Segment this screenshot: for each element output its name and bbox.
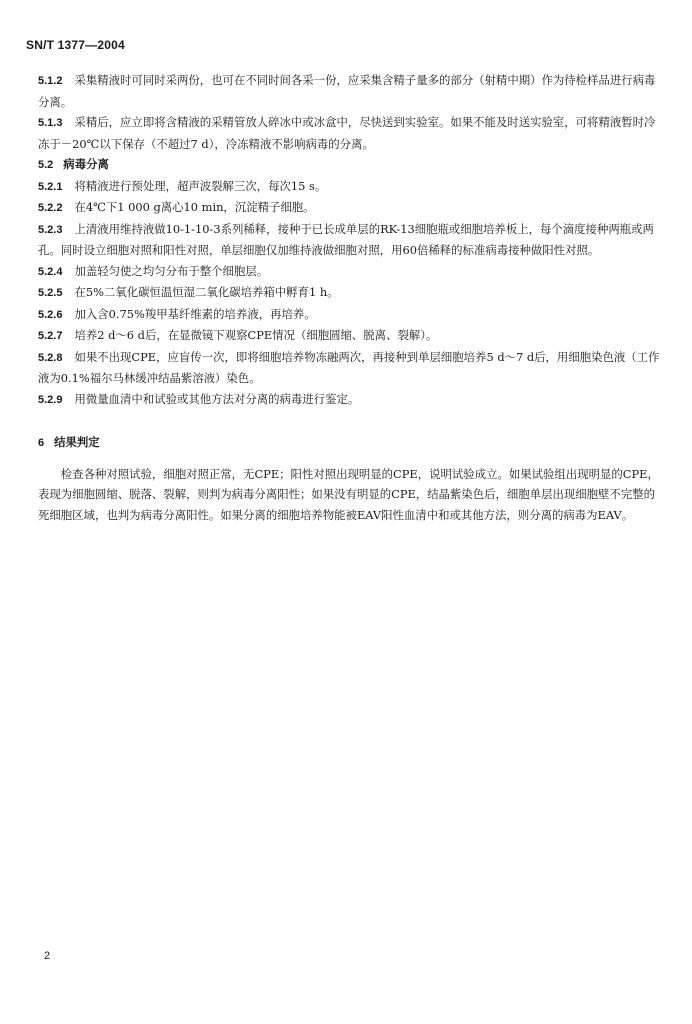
clause-number: 5.2.8 bbox=[38, 351, 63, 364]
clause-number: 5.2.3 bbox=[38, 223, 63, 236]
clause-number: 5.2.4 bbox=[38, 265, 63, 278]
clause-number: 5.2.6 bbox=[38, 308, 63, 321]
clause-text: 在4℃下1 000 g离心10 min，沉淀精子细胞。 bbox=[74, 200, 315, 214]
page-number: 2 bbox=[44, 950, 51, 962]
clause-5-2-6 bbox=[38, 304, 666, 326]
section-spacer bbox=[38, 410, 666, 432]
clause-number: 5.2.9 bbox=[38, 393, 63, 406]
section-title: 结果判定 bbox=[54, 435, 100, 449]
clause-number: 5.1.3 bbox=[38, 117, 63, 129]
document-content bbox=[38, 70, 666, 525]
clause-text: 用微量血清中和试验或其他方法对分离的病毒进行鉴定。 bbox=[74, 391, 360, 406]
clause-number: 5.2.1 bbox=[38, 180, 63, 193]
clause-text: 加入含0.75%羧甲基纤维素的培养液，再培养。 bbox=[74, 306, 316, 321]
clause-text: 将精液进行预处理，超声波裂解三次，每次15 s。 bbox=[74, 178, 327, 193]
section-6-heading bbox=[38, 432, 666, 454]
section-6-body: 检查各种对照试验，细胞对照正常，无CPE；阳性对照出现明显的CPE，说明试验成立。如果试验组出现明显的CPE，表现为细胞圆缩、脱落、裂解，则判为病毒分离阳性；如果没有明显的CPE，结晶紫染色后，细胞单层出现细胞壁不完整的死细胞区域，也判为病毒分离阳性。如果分离的细胞培养物能被EAV阳性血清中和或其他方法，则分离的病毒为EAV。 bbox=[38, 466, 659, 522]
clause-number: 5.1.2 bbox=[38, 75, 63, 87]
section-number: 5.2 bbox=[38, 159, 54, 171]
clause-5-2-5 bbox=[38, 282, 666, 304]
section-title: 病毒分离 bbox=[63, 157, 109, 171]
section-5-2-heading bbox=[38, 154, 666, 176]
clause-5-1-2 bbox=[38, 70, 666, 112]
clause-text: 采集精液时可同时采两份，也可在不同时间各采一份，应采集含精子量多的部分（射精中期）作为待检样品进行病毒分离。 bbox=[38, 73, 656, 109]
clause-text: 采精后，应立即将含精液的采精管放人碎冰中或冰盒中，尽快送到实验室。如果不能及时送实验室，可将精液暂时冷冻于－20℃以下保存（不超过7 d），冷冻精液不影响病毒的分离。 bbox=[38, 115, 656, 151]
clause-5-2-2 bbox=[38, 197, 666, 219]
clause-text: 在5%二氧化碳恒温恒湿二氧化碳培养箱中孵育1 h。 bbox=[74, 285, 339, 299]
clause-5-1-3 bbox=[38, 112, 666, 154]
heading-spacer bbox=[38, 454, 666, 464]
clause-5-2-8 bbox=[38, 347, 666, 389]
clause-5-2-3 bbox=[38, 219, 666, 261]
clause-text: 培养2 d～6 d后，在显微镜下观察CPE情况（细胞圆缩、脱离、裂解）。 bbox=[74, 328, 438, 342]
clause-text: 加盖轻匀使之均匀分布于整个细胞层。 bbox=[74, 263, 269, 278]
clause-5-2-4 bbox=[38, 261, 666, 283]
clause-number: 5.2.2 bbox=[38, 202, 63, 214]
clause-text: 上清液用维持液做10-1-10-3系列稀释，接种于已长成单层的RK-13细胞瓶或细胞培养板上，每个滴度接种两瓶或两孔。同时设立细胞对照和阳性对照，单层细胞仅加维持液做细胞对照，用60倍稀释的标准病毒接种做阳性对照。 bbox=[38, 221, 654, 257]
section-number: 6 bbox=[38, 437, 45, 449]
standard-code-header: SN/T 1377—2004 bbox=[26, 38, 125, 52]
clause-number: 5.2.5 bbox=[38, 287, 63, 299]
clause-5-2-7 bbox=[38, 325, 666, 347]
clause-number: 5.2.7 bbox=[38, 330, 63, 342]
clause-5-2-1 bbox=[38, 176, 666, 198]
clause-text: 如果不出现CPE，应盲传一次，即将细胞培养物冻融两次，再接种到单层细胞培养5 d～7 d后，用细胞染色液（工作液为0.1%福尔马林缓冲结晶紫溶液）染色。 bbox=[38, 349, 660, 385]
clause-5-2-9 bbox=[38, 389, 666, 411]
